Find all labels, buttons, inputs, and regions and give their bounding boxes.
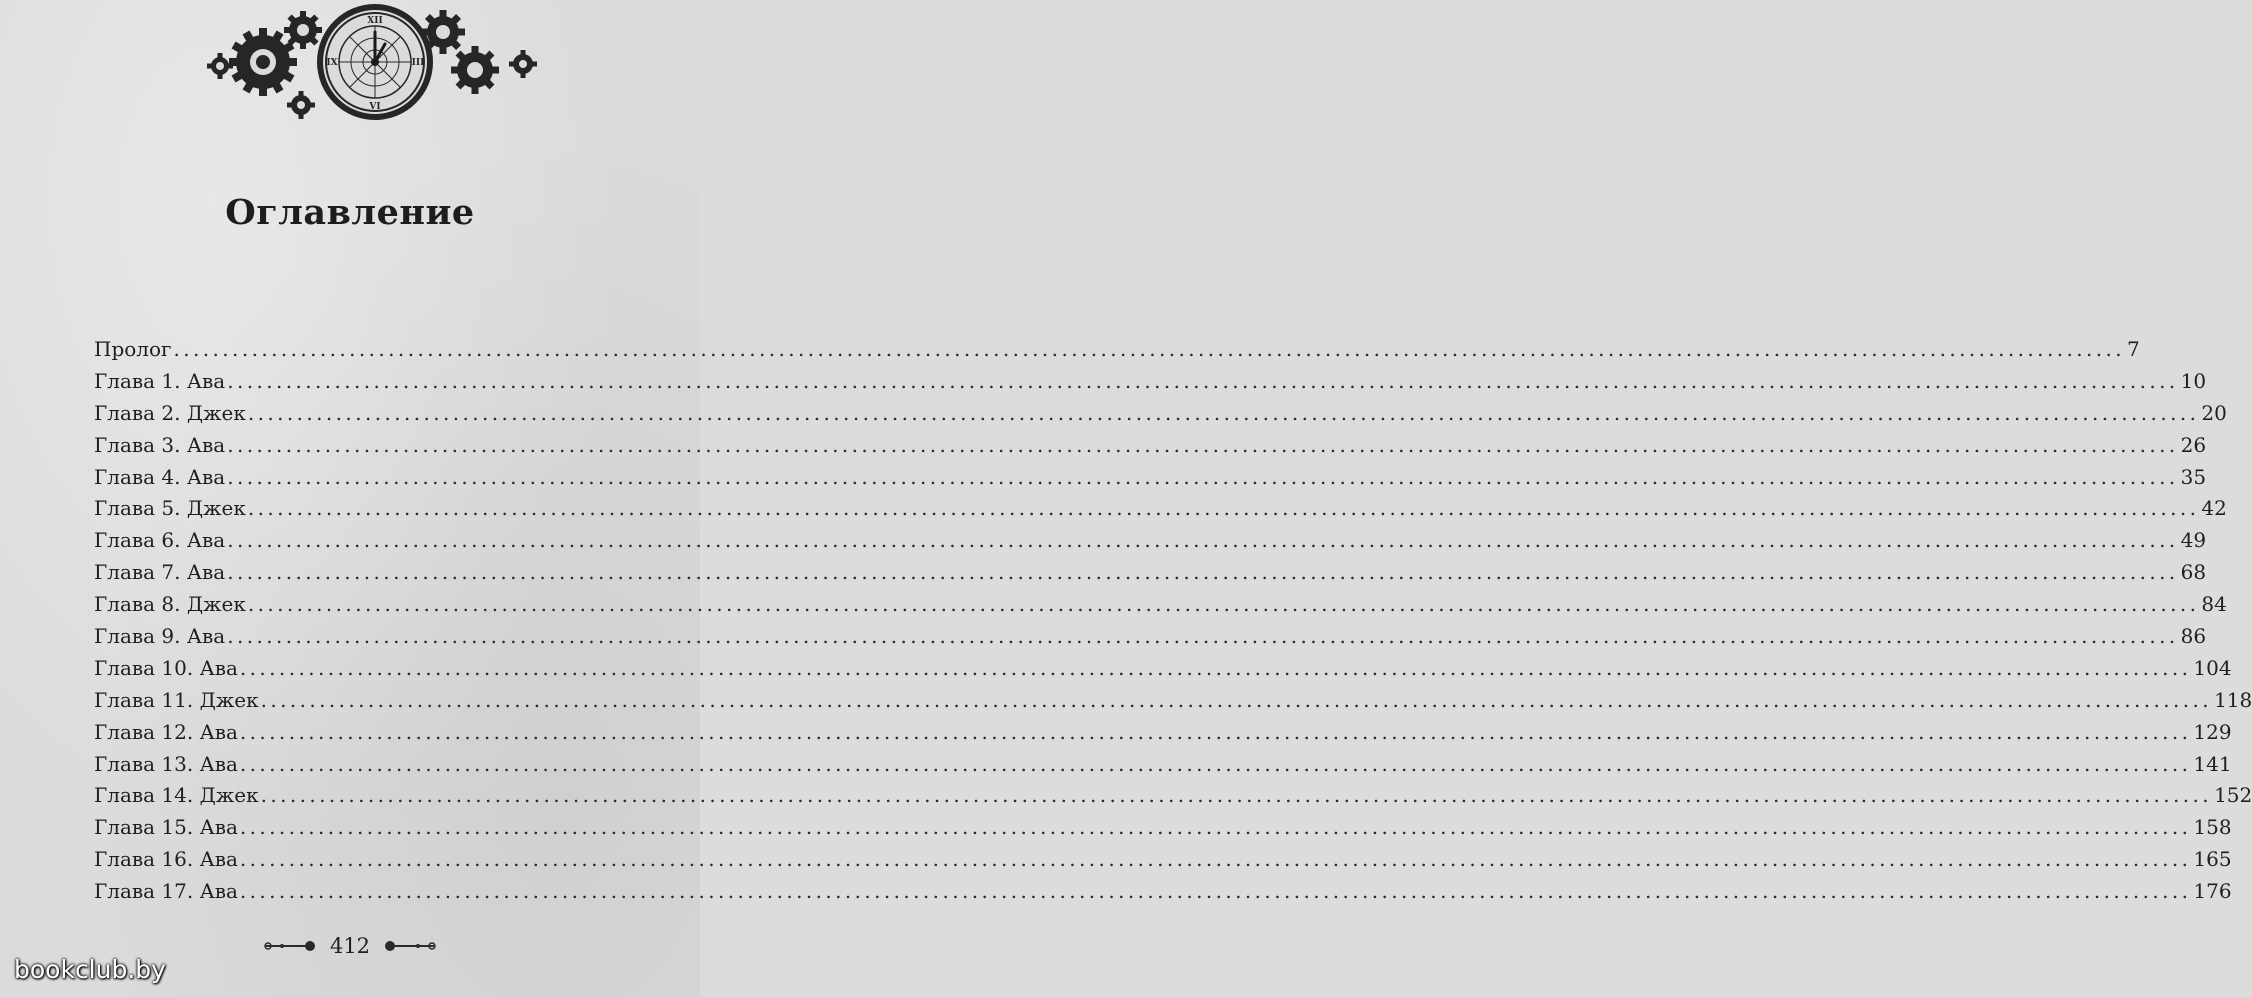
toc-entry[interactable] [94, 876, 2232, 908]
toc-entry[interactable] [94, 589, 2227, 621]
toc-leader-dots: ........................................................................................................................................................................................................ [239, 751, 2192, 776]
toc-entry[interactable] [94, 780, 2252, 812]
toc-entry-page: 118 [2214, 687, 2252, 712]
toc-entry[interactable] [94, 621, 2207, 653]
svg-text:VI: VI [369, 102, 381, 112]
toc-entry-page: 129 [2193, 719, 2232, 744]
toc-entry-label: Глава 16. Ава [94, 847, 238, 872]
toc-leader-dots: ........................................................................................................................................................................................................ [227, 624, 2179, 649]
toc-entry-label: Глава 15. Ава [94, 815, 238, 840]
toc-leader-dots: ........................................................................................................................................................................................................ [227, 368, 2179, 393]
toc-entry-label: Глава 6. Ава [94, 528, 226, 553]
svg-text:III: III [411, 58, 425, 68]
toc-entry-label: Глава 8. Джек [94, 592, 246, 617]
svg-text:XII: XII [367, 16, 383, 26]
page-number: 412 [329, 934, 371, 958]
ornament-left-icon [264, 939, 316, 953]
toc-entry-label: Пролог [94, 337, 172, 361]
toc-leader-dots: ........................................................................................................................................................................................................ [247, 592, 2200, 617]
toc-entry-page: 158 [2193, 815, 2232, 840]
toc-entry-page: 49 [2180, 528, 2207, 553]
toc-entry-page: 86 [2180, 624, 2207, 649]
toc-entry-page: 7 [2127, 337, 2140, 361]
toc-entry-page: 35 [2180, 464, 2207, 489]
watermark: bookclub.by [14, 955, 166, 984]
toc-entry-label: Глава 7. Ава [94, 560, 226, 585]
toc-entry-page: 10 [2180, 368, 2207, 393]
toc-entry-page: 165 [2193, 847, 2232, 872]
toc-leader-dots: ........................................................................................................................................................................................................ [260, 783, 2213, 808]
toc-entry-label: Глава 1. Ава [94, 368, 226, 393]
toc-entry-label: Глава 10. Ава [94, 655, 238, 680]
toc-entry[interactable] [94, 844, 2232, 876]
toc-entry[interactable] [94, 430, 2207, 462]
toc-entry[interactable] [94, 557, 2207, 589]
toc-leader-dots: ........................................................................................................................................................................................................ [239, 879, 2192, 904]
toc-leader-dots: ........................................................................................................................................................................................................ [247, 400, 2200, 425]
toc-entry-label: Глава 5. Джек [94, 496, 246, 521]
toc-entry[interactable] [94, 398, 2227, 430]
toc-leader-dots: ........................................................................................................................................................................................................ [227, 464, 2179, 489]
toc-entry-label: Глава 3. Ава [94, 432, 226, 457]
clock-gears-emblem-icon [205, 0, 545, 130]
toc-entry[interactable] [94, 812, 2232, 844]
table-of-contents [94, 334, 2252, 908]
toc-entry-page: 68 [2180, 560, 2207, 585]
toc-leader-dots: ........................................................................................................................................................................................................ [247, 496, 2200, 521]
toc-entry[interactable] [94, 717, 2232, 749]
toc-entry-page: 26 [2180, 432, 2207, 457]
toc-leader-dots: ........................................................................................................................................................................................................ [239, 847, 2192, 872]
toc-entry-label: Глава 14. Джек [94, 783, 259, 808]
page-title: Оглавление [225, 192, 475, 233]
toc-leader-dots: ........................................................................................................................................................................................................ [260, 687, 2213, 712]
toc-entry-label: Глава 11. Джек [94, 687, 259, 712]
toc-entry-label: Глава 4. Ава [94, 464, 226, 489]
toc-entry-label: Глава 17. Ава [94, 879, 238, 904]
toc-entry-label: Глава 13. Ава [94, 751, 238, 776]
toc-entry-page: 104 [2193, 655, 2232, 680]
toc-entry[interactable] [94, 334, 2140, 366]
toc-entry-label: Глава 12. Ава [94, 719, 238, 744]
toc-entry-page: 176 [2193, 879, 2232, 904]
toc-entry[interactable] [94, 653, 2232, 685]
toc-entry[interactable] [94, 366, 2207, 398]
toc-entry[interactable] [94, 462, 2207, 494]
toc-entry-page: 141 [2193, 751, 2232, 776]
toc-leader-dots: ........................................................................................................................................................................................................ [239, 655, 2192, 680]
toc-leader-dots: ........................................................................................................................................................................................................ [239, 815, 2192, 840]
toc-entry-label: Глава 2. Джек [94, 400, 246, 425]
toc-leader-dots: ........................................................................................................................................................................................................ [239, 719, 2192, 744]
toc-entry[interactable] [94, 525, 2207, 557]
toc-entry-page: 84 [2201, 592, 2227, 617]
toc-leader-dots: ........................................................................................................................................................................................................ [227, 560, 2179, 585]
ornament-right-icon [384, 939, 436, 953]
toc-entry[interactable] [94, 493, 2227, 525]
svg-text:IX: IX [326, 58, 338, 68]
toc-entry-label: Глава 9. Ава [94, 624, 226, 649]
toc-entry-page: 20 [2201, 400, 2227, 425]
toc-entry[interactable] [94, 685, 2252, 717]
toc-leader-dots: ........................................................................................................................................................................................................ [173, 337, 2125, 361]
toc-entry-page: 152 [2214, 783, 2252, 808]
toc-entry[interactable] [94, 749, 2232, 781]
toc-leader-dots: ........................................................................................................................................................................................................ [227, 432, 2179, 457]
toc-entry-page: 42 [2201, 496, 2227, 521]
toc-leader-dots: ........................................................................................................................................................................................................ [227, 528, 2179, 553]
